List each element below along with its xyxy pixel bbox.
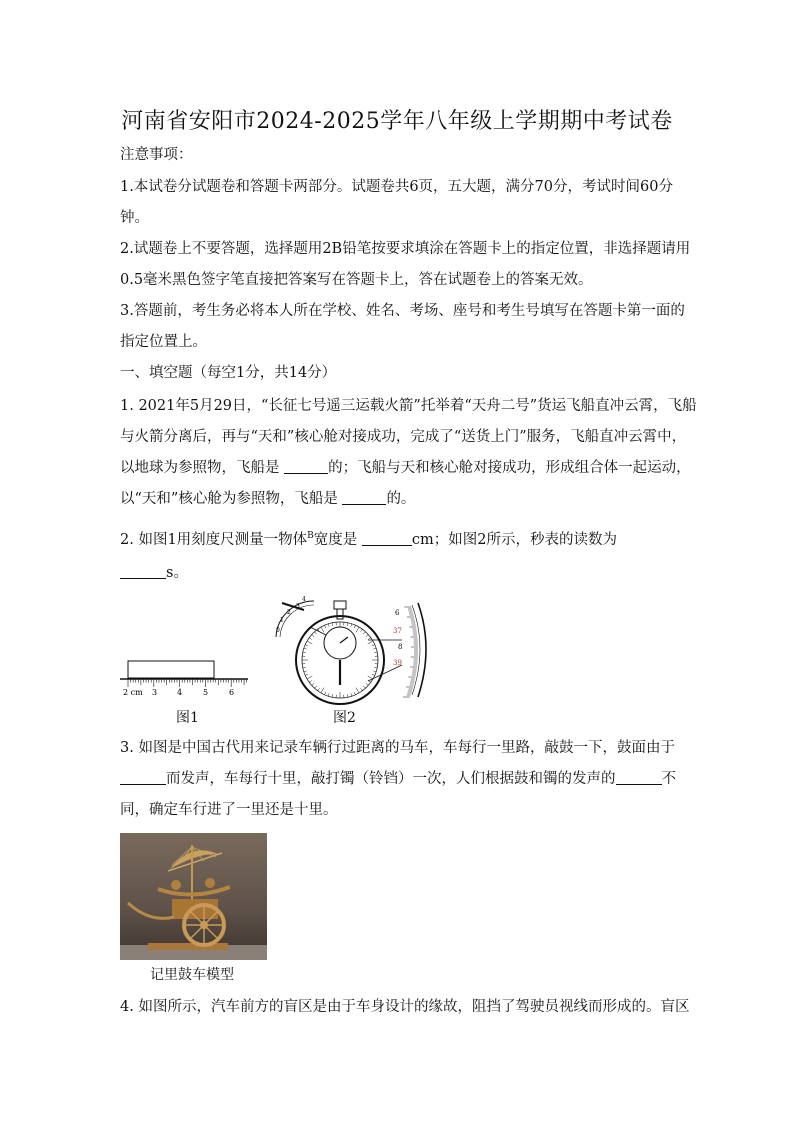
stopwatch-tick: [366, 635, 368, 637]
magnified-scale: [418, 603, 426, 697]
stopwatch-tick: [351, 624, 352, 627]
stopwatch-tick: [305, 674, 308, 675]
q2-line-2-b: s。: [166, 565, 188, 581]
stopwatch-tick: [373, 648, 376, 649]
stopwatch-tick: [321, 627, 324, 632]
notice-item-2: 2.试题卷上不要答题，选择题用2B铅笔按要求填涂在答题卡上的指定位置，非选择题请用: [120, 241, 691, 257]
q3-line-3: 同，确定车行进了一里还是十里。: [120, 802, 338, 818]
ruler-ticks: [128, 679, 247, 687]
stopwatch-tick: [312, 635, 314, 637]
q1-line-2: 与火箭分离后，再与“天和”核心舱对接成功，完成了“送货上门”服务，飞船直冲云霄中，: [120, 429, 687, 445]
fig2-caption: 图2: [333, 710, 356, 726]
stopwatch-tick: [321, 688, 324, 693]
q3-line-1: 3. 如图是中国古代用来记录车辆行过距离的马车，车每行一里路，敲鼓一下，鼓面由于: [120, 740, 675, 756]
scale-label-37: 37: [393, 627, 402, 635]
notice-item-2-cont: 0.5毫米黑色签字笔直接把答案写在答题卡上，答在试题卷上的答案无效。: [120, 272, 593, 288]
scale-label-6: 6: [395, 609, 400, 617]
photo-caption: 记里鼓车模型: [150, 967, 234, 983]
stopwatch-tick: [374, 652, 377, 653]
q2-line-1-b: 宽度是: [313, 531, 358, 548]
q3-blank-2[interactable]: [616, 770, 662, 785]
stopwatch-tick: [368, 676, 373, 679]
stopwatch-tick: [354, 625, 355, 628]
stopwatch-tick: [328, 624, 329, 627]
q1-line-4-b: 的。: [386, 491, 416, 507]
scale-label-8: 8: [398, 643, 403, 651]
fig1-caption: 图1: [176, 710, 199, 726]
drum-carriage-photo: [120, 833, 267, 960]
stopwatch-tick: [363, 632, 365, 634]
q3-line-2: [120, 769, 680, 789]
stopwatch-tick: [304, 648, 307, 649]
q1-line-3: [120, 458, 691, 478]
exam-title: 河南省安阳市2024-2025学年八年级上学期期中考试卷: [121, 109, 673, 134]
stopwatch-tick: [332, 623, 333, 626]
stopwatch-tick: [374, 667, 377, 668]
stopwatch-tick: [356, 627, 359, 632]
stopwatch-tick: [363, 686, 365, 688]
stopwatch-tick: [325, 625, 326, 628]
stopwatch-tick: [366, 683, 368, 685]
stopwatch-tick: [373, 671, 376, 672]
q4-line-1: 4. 如图所示，汽车前方的盲区是由于车身设计的缘故，阻挡了驾驶员视线而形成的。盲区: [120, 999, 690, 1015]
q1-line-4-a: 以“天和”核心舱为参照物，飞船是: [120, 491, 338, 507]
scale-label-39: 39: [393, 659, 402, 667]
notice-item-1: 1.本试卷分试题卷和答题卡两部分。试题卷共6页，五大题，满分70分，考试时间60分: [120, 179, 673, 195]
q1-blank-1[interactable]: [284, 459, 328, 474]
stopwatch-tick: [368, 641, 373, 644]
stopwatch-tick: [332, 694, 333, 697]
stopwatch-tick: [351, 693, 352, 696]
stopwatch-tick: [372, 674, 375, 675]
stopwatch-tick: [356, 688, 359, 693]
q2-line-1-c: cm；如图2所示，秒表的读数为: [411, 531, 618, 548]
q1-line-4: [120, 489, 680, 509]
section-1-heading: 一、填空题（每空1分，共14分）: [120, 365, 337, 381]
q2-mark: B: [307, 531, 314, 541]
stopwatch-tick: [312, 683, 314, 685]
stopwatch-tick: [309, 681, 311, 683]
stopwatch-tick: [328, 693, 329, 696]
inset-label-3: 3: [296, 603, 300, 610]
q1-blank-2[interactable]: [342, 490, 386, 505]
stopwatch-tick: [318, 688, 320, 690]
q3-line-2-a: 而发声，车每行十里，敲打镯（铃铛）一次，人们根据鼓和镯的发声的: [166, 771, 616, 787]
stopwatch-tick: [325, 692, 326, 695]
q2-blank-2[interactable]: [120, 564, 166, 579]
ruler-label-3: 3: [152, 688, 158, 697]
notice-item-3-cont: 指定位置上。: [120, 334, 207, 350]
inset-label-0: 0: [276, 627, 280, 634]
inset-dial-pointer: [282, 603, 304, 610]
q1-line-1: 1. 2021年5月29日，“长征七号遥三运载火箭”托举着“天舟二号”货运飞船直冲云霄，飞船: [120, 398, 697, 414]
q1-line-3-b: 的；飞船与天和核心舱对接成功，形成组合体一起运动，: [328, 460, 691, 476]
stopwatch-tick: [309, 638, 311, 640]
q3-line-2-b: 不: [661, 771, 676, 787]
ruler-label-6: 6: [229, 688, 235, 697]
notice-item-1-cont: 钟。: [120, 210, 149, 226]
q3-blank-1[interactable]: [120, 770, 166, 785]
ruler-label-5: 5: [203, 688, 209, 697]
stopwatch-tick: [307, 676, 312, 679]
stopwatch-tick: [347, 694, 348, 697]
stopwatch-tick: [304, 671, 307, 672]
notice-item-3: 3.答题前，考生务必将本人所在学校、姓名、考场、座号和考生号填写在答题卡第一面的: [120, 303, 685, 319]
stopwatch-tick: [354, 692, 355, 695]
ruler-label-2: 2 cm: [123, 688, 143, 697]
stopwatch-tick: [361, 688, 363, 690]
stopwatch-figure: [268, 593, 438, 708]
ruler-label-4: 4: [177, 688, 183, 697]
inset-label-2: 2: [287, 609, 291, 616]
q2-line-2: [120, 563, 680, 583]
q2-blank-1[interactable]: [362, 531, 412, 546]
q2-line-1-a: 2. 如图1用刻度尺测量一物体: [120, 531, 308, 548]
stopwatch-tick: [303, 652, 306, 653]
stopwatch-tick: [368, 638, 370, 640]
q1-line-3-a: 以地球为参照物，飞船是: [120, 460, 280, 476]
stopwatch-tick: [307, 641, 312, 644]
q2-line-1: [120, 526, 680, 550]
stopwatch-tick: [361, 629, 363, 631]
stopwatch-crown: [334, 601, 346, 609]
stopwatch-tick: [315, 686, 317, 688]
stopwatch-tick: [315, 632, 317, 634]
stopwatch-tick: [347, 623, 348, 626]
inset-label-4: 4: [302, 596, 306, 603]
stopwatch-tick: [303, 667, 306, 668]
inset-label-1: 1: [280, 617, 284, 624]
notice-heading: 注意事项：: [120, 147, 193, 163]
stopwatch-tick: [372, 645, 375, 646]
stopwatch-tick: [305, 645, 308, 646]
ruler-figure: [118, 655, 252, 701]
